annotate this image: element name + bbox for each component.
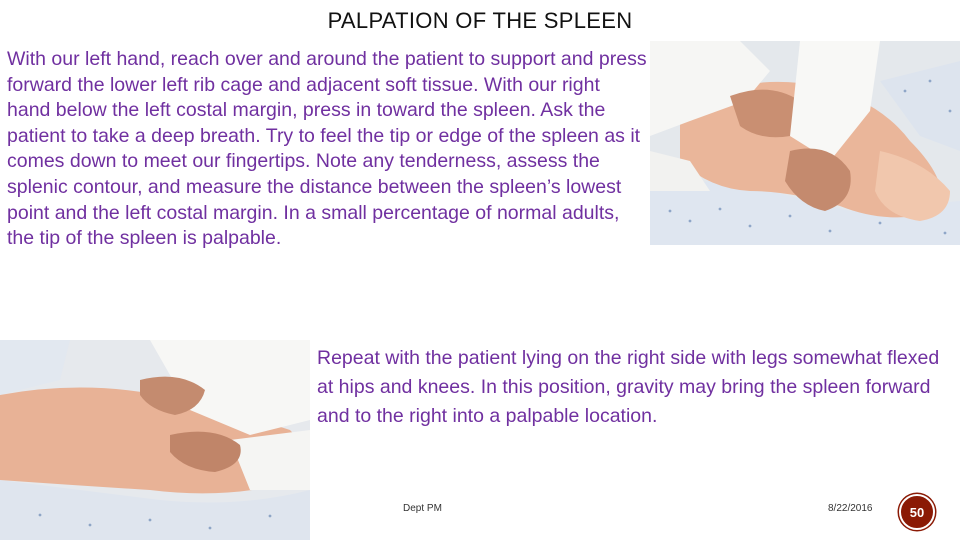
photo-spleen-palpation-supine <box>650 41 960 245</box>
page-number: 50 <box>909 504 925 520</box>
footer-department: Dept PM <box>403 503 442 514</box>
instruction-paragraph-right-side: Repeat with the patient lying on the right side with legs somewhat flexed at hips and knees. In this position, gravity may bring the spleen forward and to the right into a palpable location. <box>317 347 940 427</box>
footer-date: 8/22/2016 <box>828 503 873 514</box>
slide-title: PALPATION OF THE SPLEEN <box>327 8 633 33</box>
instruction-paragraph-supine: With our left hand, reach over and around the patient to support and press forward the lower left rib cage and adjacent soft tissue. With our right hand below the left costal margin, press in toward the spleen. Ask the patient to take a deep breath. Try to feel the tip or edge of the spleen as it comes down to meet our fingertips. Note any tenderness, assess the splenic contour, and measure the distance between the spleen’s lowest point and the left costal margin. In a small percentage of normal adults, the tip of the spleen is palpable. <box>7 48 647 250</box>
photo-spleen-palpation-right-side <box>0 340 310 540</box>
page-number-badge <box>899 494 935 530</box>
